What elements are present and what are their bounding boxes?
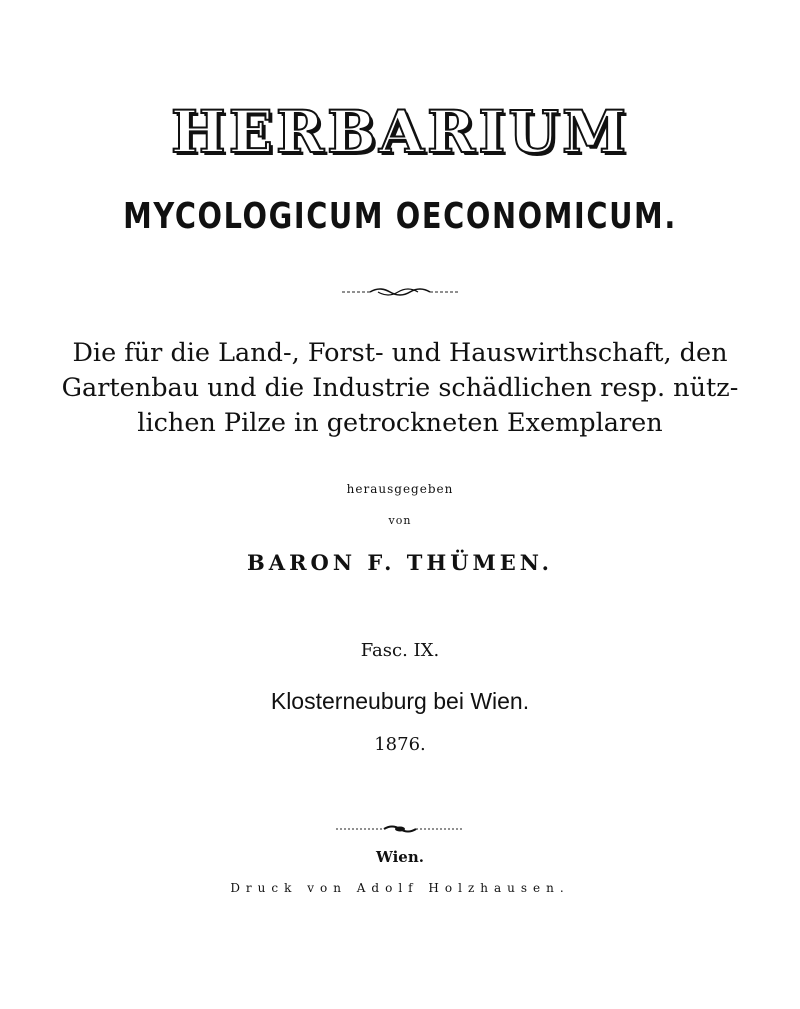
description — [60, 336, 740, 441]
edited-by-label: herausgegeben — [346, 482, 454, 496]
ornamental-divider-top — [0, 285, 800, 299]
ornamental-divider-bottom — [0, 822, 800, 836]
subtitle: MYCOLOGICUM OECONOMICUM. — [123, 196, 677, 237]
title: HERBARIUM — [170, 98, 630, 166]
year: 1876. — [374, 734, 426, 755]
print-city: Wien. — [376, 848, 424, 866]
place: Klosterneuburg bei Wien. — [270, 688, 530, 714]
description-line-2: Gartenbau und die Industrie schädlichen resp. nütz- — [61, 373, 739, 403]
fascicle: Fasc. IX. — [360, 640, 440, 661]
by-label: von — [388, 514, 412, 527]
description-line-3: lichen Pilze in getrockneten Exemplaren — [137, 408, 663, 438]
printer: Druck von Adolf Holzhausen. — [230, 881, 570, 895]
author: BARON F. THÜMEN. — [247, 550, 553, 575]
description-line-1: Die für die Land-, Forst- und Hauswirthschaft, den — [72, 338, 728, 368]
